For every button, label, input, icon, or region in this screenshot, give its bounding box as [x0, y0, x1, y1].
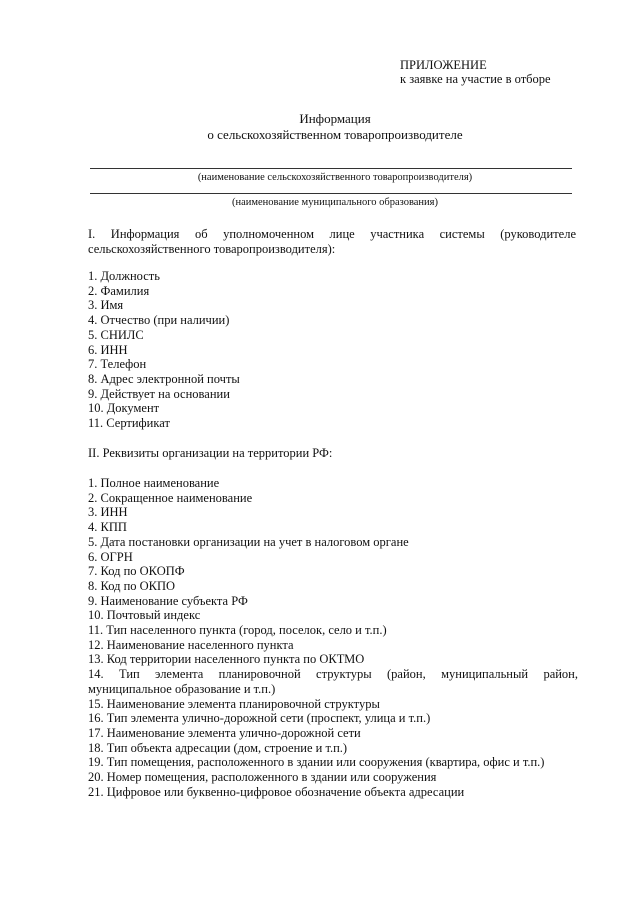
list-item: 8. Код по ОКПО: [88, 578, 176, 593]
list-item: 6. ИНН: [88, 342, 128, 357]
producer-name-line: [90, 168, 572, 169]
list-item: 9. Наименование субъекта РФ: [88, 593, 248, 608]
list-item: 15. Наименование элемента планировочной структуры: [88, 696, 380, 711]
list-item: 2. Фамилия: [88, 283, 150, 298]
document-subtitle: о сельскохозяйственном товаропроизводителе: [207, 127, 463, 142]
list-item: 4. КПП: [88, 520, 127, 535]
list-item: 18. Тип объекта адресации (дом, строение и т.п.): [88, 740, 348, 755]
list-item: 13. Код территории населенного пункта по ОКТМО: [88, 652, 365, 667]
list-item: 12. Наименование населенного пункта: [88, 637, 294, 652]
list-item: 16. Тип элемента улично-дорожной сети (проспект, улица и т.п.): [88, 711, 431, 726]
appendix-title: ПРИЛОЖЕНИЕ: [400, 58, 487, 72]
municipality-name-line: [90, 193, 572, 194]
list-item: 1. Должность: [88, 269, 160, 283]
section-2-list: [88, 476, 578, 799]
list-item: 1. Полное наименование: [88, 476, 220, 490]
list-item: 19. Тип помещения, расположенного в здании или сооружения (квартира, офис и т.п.): [88, 755, 545, 770]
section-2-heading: II. Реквизиты организации на территории РФ:: [88, 446, 333, 460]
section-1-list: [88, 269, 578, 431]
list-item: 11. Тип населенного пункта (город, поселок, село и т.п.): [88, 623, 387, 638]
list-item: 5. СНИЛС: [88, 327, 144, 342]
list-item: 5. Дата постановки организации на учет в налоговом органе: [88, 534, 409, 549]
list-item: 14. Тип элемента планировочной структуры (район, муниципальный район, муниципальное образование и т.п.): [88, 667, 578, 696]
list-item: 8. Адрес электронной почты: [88, 371, 240, 386]
list-item: 17. Наименование элемента улично-дорожной сети: [88, 725, 361, 740]
document-title: Информация: [299, 111, 371, 126]
list-item: 7. Код по ОКОПФ: [88, 564, 185, 579]
list-item: 20. Номер помещения, расположенного в здании или сооружения: [88, 770, 437, 785]
list-item: 4. Отчество (при наличии): [88, 313, 230, 328]
list-item: 6. ОГРН: [88, 549, 133, 564]
appendix-header: [400, 58, 551, 86]
list-item: 10. Почтовый индекс: [88, 608, 201, 623]
list-item: 11. Сертификат: [88, 416, 170, 431]
list-item: 2. Сокращенное наименование: [88, 490, 253, 505]
list-item: 21. Цифровое или буквенно-цифровое обозначение объекта адресации: [88, 784, 465, 799]
list-item: 3. Имя: [88, 298, 124, 313]
list-item: 10. Документ: [88, 401, 160, 416]
producer-name-caption: (наименование сельскохозяйственного товаропроизводителя): [197, 172, 473, 183]
municipality-name-caption: (наименование муниципального образования): [231, 197, 439, 208]
appendix-subtitle: к заявке на участие в отборе: [400, 72, 551, 86]
list-item: 3. ИНН: [88, 505, 128, 520]
list-item: 9. Действует на основании: [88, 386, 230, 401]
section-1-heading: I. Информация об уполномоченном лице участника системы (руководителе сельскохозяйственного товаропроизводителя):: [88, 227, 576, 256]
list-item: 7. Телефон: [88, 357, 147, 372]
